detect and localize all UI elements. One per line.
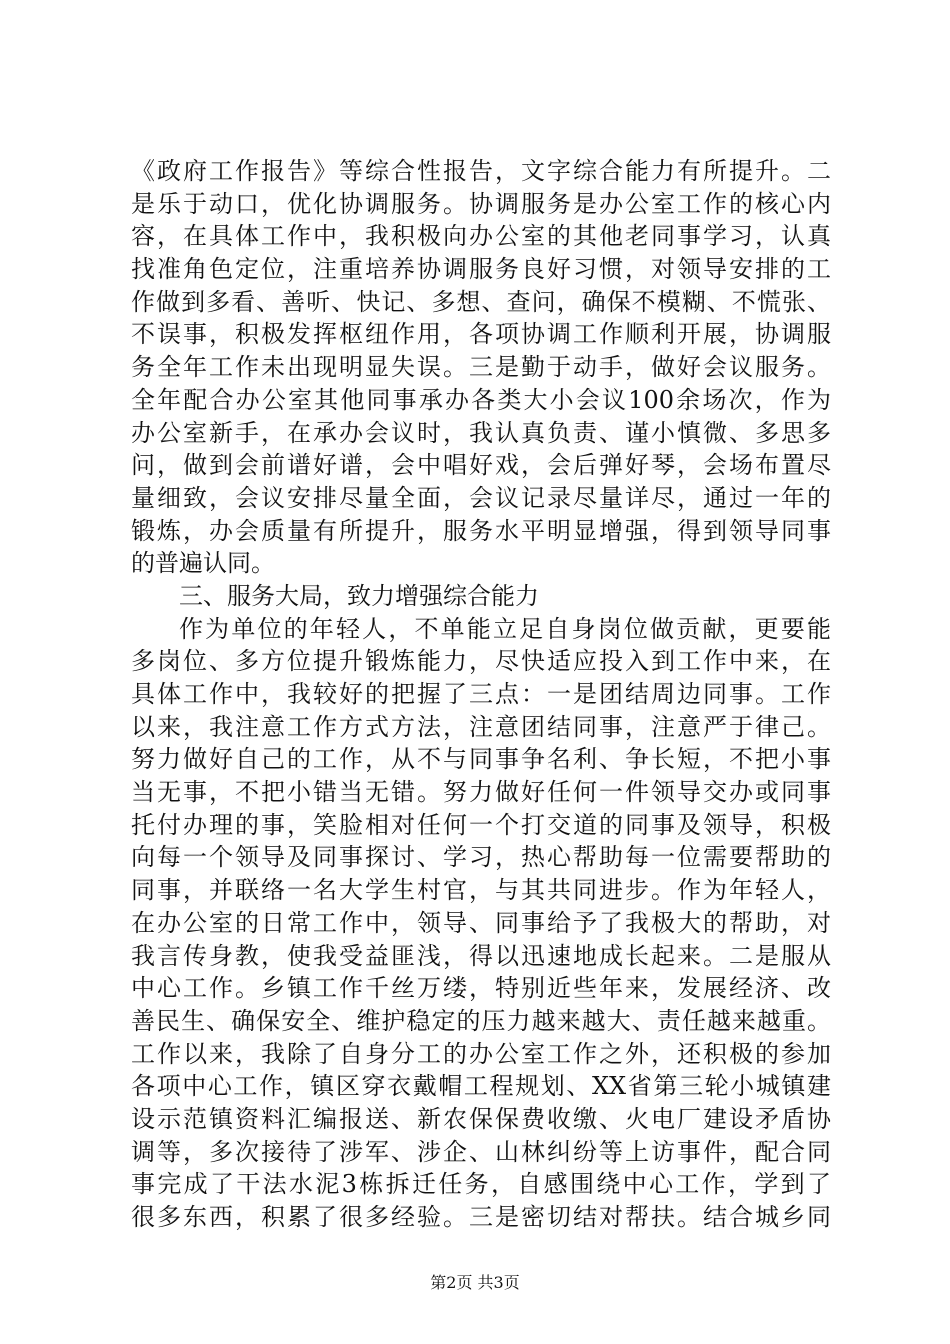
text-line: 容，在具体工作中，我积极向办公室的其他老同事学习，认真 — [131, 222, 831, 251]
text-line: 努力做好自己的工作，从不与同事争名利、争长短，不把小事 — [131, 745, 831, 774]
text-line: 不误事，积极发挥枢纽作用，各项协调工作顺利开展，协调服 — [131, 320, 831, 349]
text-line: 务全年工作未出现明显失误。三是勤于动手，做好会议服务。 — [131, 353, 831, 382]
text-line: 以来，我注意工作方式方法，注意团结同事，注意严于律己。 — [131, 712, 831, 741]
text-line: 中心工作。乡镇工作千丝万缕，特别近些年来，发展经济、改 — [131, 974, 831, 1003]
text-line: 全年配合办公室其他同事承办各类大小会议100余场次，作为 — [131, 385, 831, 414]
text-line: 调等，多次接待了涉军、涉企、山林纠纷等上访事件，配合同 — [131, 1137, 831, 1166]
text-line: 作为单位的年轻人，不单能立足自身岗位做贡献，更要能 — [179, 614, 831, 643]
text-line: 的普遍认同。 — [131, 549, 275, 578]
text-line: 向每一个领导及同事探讨、学习，热心帮助每一位需要帮助的 — [131, 843, 831, 872]
text-line: 找准角色定位，注重培养协调服务良好习惯，对领导安排的工 — [131, 255, 831, 284]
text-line: 办公室新手，在承办会议时，我认真负责、谨小慎微、多思多 — [131, 418, 831, 447]
text-line: 工作以来，我除了自身分工的办公室工作之外，还积极的参加 — [131, 1039, 831, 1068]
text-line: 当无事，不把小错当无错。努力做好任何一件领导交办或同事 — [131, 778, 831, 807]
text-line: 各项中心工作，镇区穿衣戴帽工程规划、XX省第三轮小城镇建 — [131, 1072, 831, 1101]
text-line: 同事，并联络一名大学生村官，与其共同进步。作为年轻人， — [131, 876, 831, 905]
section-heading: 三、服务大局，致力增强综合能力 — [179, 581, 539, 610]
text-line: 量细致，会议安排尽量全面，会议记录尽量详尽，通过一年的 — [131, 483, 831, 512]
text-line: 托付办理的事，笑脸相对任何一个打交道的同事及领导，积极 — [131, 810, 831, 839]
text-line: 在办公室的日常工作中，领导、同事给予了我极大的帮助，对 — [131, 908, 831, 937]
text-line: 锻炼，办会质量有所提升，服务水平明显增强，得到领导同事 — [131, 516, 831, 545]
text-line: 是乐于动口，优化协调服务。协调服务是办公室工作的核心内 — [131, 189, 831, 218]
text-line: 《政府工作报告》等综合性报告，文字综合能力有所提升。二 — [131, 157, 831, 185]
text-line: 设示范镇资料汇编报送、新农保保费收缴、火电厂建设矛盾协 — [131, 1104, 831, 1133]
text-line: 具体工作中，我较好的把握了三点：一是团结周边同事。工作 — [131, 680, 831, 708]
text-line: 问，做到会前谱好谱，会中唱好戏，会后弹好琴，会场布置尽 — [131, 451, 831, 480]
page-number-footer: 第2页 共3页 — [430, 1273, 520, 1292]
document-body — [131, 155, 831, 1234]
text-line: 多岗位、多方位提升锻炼能力，尽快适应投入到工作中来，在 — [131, 647, 831, 676]
text-line: 善民生、确保安全、维护稳定的压力越来越大、责任越来越重。 — [131, 1006, 831, 1035]
text-line: 作做到多看、善听、快记、多想、查问，确保不模糊、不慌张、 — [131, 287, 831, 316]
text-line: 事完成了干法水泥3栋拆迁任务，自感围绕中心工作，学到了 — [131, 1170, 831, 1199]
text-line: 很多东西，积累了很多经验。三是密切结对帮扶。结合城乡同 — [131, 1203, 831, 1231]
text-line: 我言传身教，使我受益匪浅，得以迅速地成长起来。二是服从 — [131, 941, 831, 970]
